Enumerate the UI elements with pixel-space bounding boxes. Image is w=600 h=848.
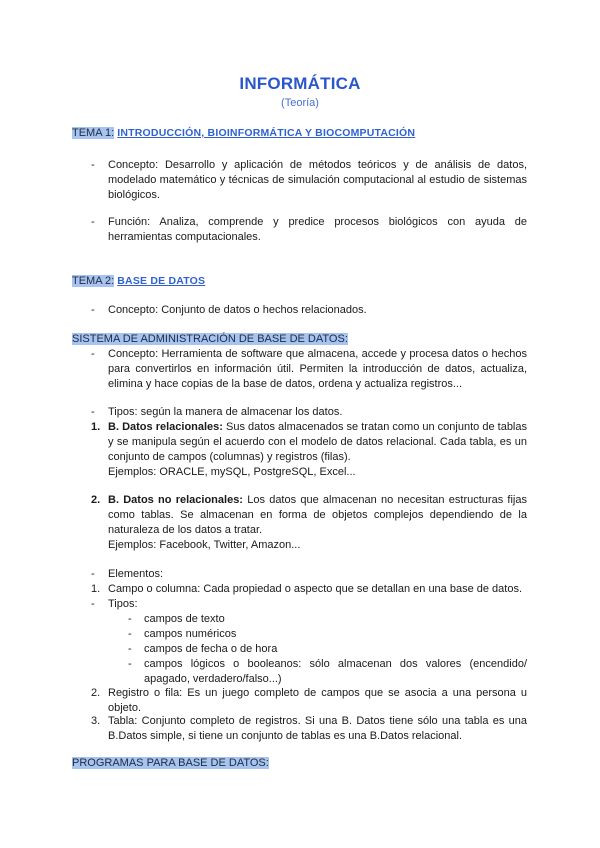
list-number: 2. bbox=[91, 687, 101, 699]
bullet-dash: - bbox=[128, 658, 132, 670]
bullet-dash: - bbox=[91, 304, 95, 316]
campo-definition: Campo o columna: Cada propiedad o aspecto que se detallan en una base de datos. bbox=[108, 583, 523, 595]
relacionales-term: B. Datos relacionales: bbox=[108, 421, 223, 433]
programas-heading bbox=[72, 756, 269, 771]
programas-heading-text: PROGRAMAS PARA BASE DE DATOS: bbox=[72, 757, 269, 769]
bullet-dash: - bbox=[91, 406, 95, 418]
list-number: 3. bbox=[91, 715, 101, 727]
bullet-dash: - bbox=[91, 216, 95, 228]
sgbd-concepto: Concepto: Herramienta de software que almacena, accede y procesa datos o hechos para convertirlos en información útil. Permiten la introducción de datos, actualiza, elimina y hace copias de la base de datos, ordena y actualiza registros... bbox=[108, 348, 527, 390]
document-title: INFORMÁTICA bbox=[239, 74, 361, 93]
bullet-dash: - bbox=[91, 348, 95, 360]
tema2-concepto: Concepto: Conjunto de datos o hechos relacionados. bbox=[108, 304, 367, 316]
tipo-item: campos de texto bbox=[144, 613, 225, 625]
tema2-label: TEMA 2: bbox=[72, 275, 115, 287]
document-subtitle: (Teoría) bbox=[281, 97, 319, 109]
bullet-dash: - bbox=[128, 613, 132, 625]
tabla-definition: Tabla: Conjunto completo de registros. Si una B. Datos tiene sólo una tabla es una B.Datos simple, si tiene un conjunto de tablas es una B.Datos relacional. bbox=[108, 715, 527, 742]
bullet-dash: - bbox=[128, 643, 132, 655]
relacionales-text: Sus datos almacenados se tratan como un conjunto de tablas y se manipula según el acuerdo con el modelo de datos relacional. Cada tabla, es un conjunto de campos (columnas) y registros (filas). bbox=[108, 421, 527, 463]
no-relacionales-text: Los datos que almacenan no necesitan estructuras fijas como tablas. Se almacenan en forma de objetos complejos dependiendo de la naturaleza de los datos a tratar. bbox=[108, 494, 527, 536]
tema1-title-link[interactable]: INTRODUCCIÓN, BIOINFORMÁTICA Y BIOCOMPUTACIÓN bbox=[117, 127, 416, 139]
no-relacionales-ejemplos: Ejemplos: Facebook, Twitter, Amazon... bbox=[108, 539, 301, 551]
sgbd-tipos-intro: Tipos: según la manera de almacenar los datos. bbox=[108, 406, 343, 418]
tema2-title-link[interactable]: BASE DE DATOS bbox=[117, 275, 206, 287]
sgbd-relacionales bbox=[108, 420, 527, 465]
list-number: 2. bbox=[91, 494, 101, 506]
bullet-dash: - bbox=[91, 568, 95, 580]
tema1-concepto: Concepto: Desarrollo y aplicación de métodos teóricos y de análisis de datos, modelado matemático y técnicas de simulación computacional al estudio de sistemas biológicos. bbox=[108, 159, 527, 201]
sgbd-heading-text: SISTEMA DE ADMINISTRACIÓN DE BASE DE DATOS: bbox=[72, 333, 348, 345]
list-number: 1. bbox=[91, 583, 101, 595]
list-number: 1. bbox=[91, 421, 101, 433]
bullet-dash: - bbox=[91, 159, 95, 171]
bullet-dash: - bbox=[91, 598, 95, 610]
sgbd-no-relacionales bbox=[108, 493, 527, 538]
sgbd-heading bbox=[72, 332, 348, 347]
tema1-label: TEMA 1: bbox=[72, 127, 115, 139]
tema2-heading bbox=[72, 274, 205, 289]
tipo-item: campos numéricos bbox=[144, 628, 237, 640]
bullet-dash: - bbox=[128, 628, 132, 640]
tema1-funcion: Función: Analiza, comprende y predice procesos biológicos con ayuda de herramientas computacionales. bbox=[108, 216, 527, 243]
tipo-item: campos de fecha o de hora bbox=[144, 643, 278, 655]
relacionales-ejemplos: Ejemplos: ORACLE, mySQL, PostgreSQL, Excel... bbox=[108, 466, 356, 478]
registro-definition: Registro o fila: Es un juego completo de campos que se asocia a una persona u objeto. bbox=[108, 687, 527, 714]
no-relacionales-term: B. Datos no relacionales: bbox=[108, 494, 243, 506]
elementos-label: Elementos: bbox=[108, 568, 164, 580]
tipos-label: Tipos: bbox=[108, 598, 138, 610]
tema1-heading bbox=[72, 126, 415, 141]
tipo-item: campos lógicos o booleanos: sólo almacenan dos valores (encendido/ apagado, verdadero/falso...) bbox=[144, 658, 527, 685]
